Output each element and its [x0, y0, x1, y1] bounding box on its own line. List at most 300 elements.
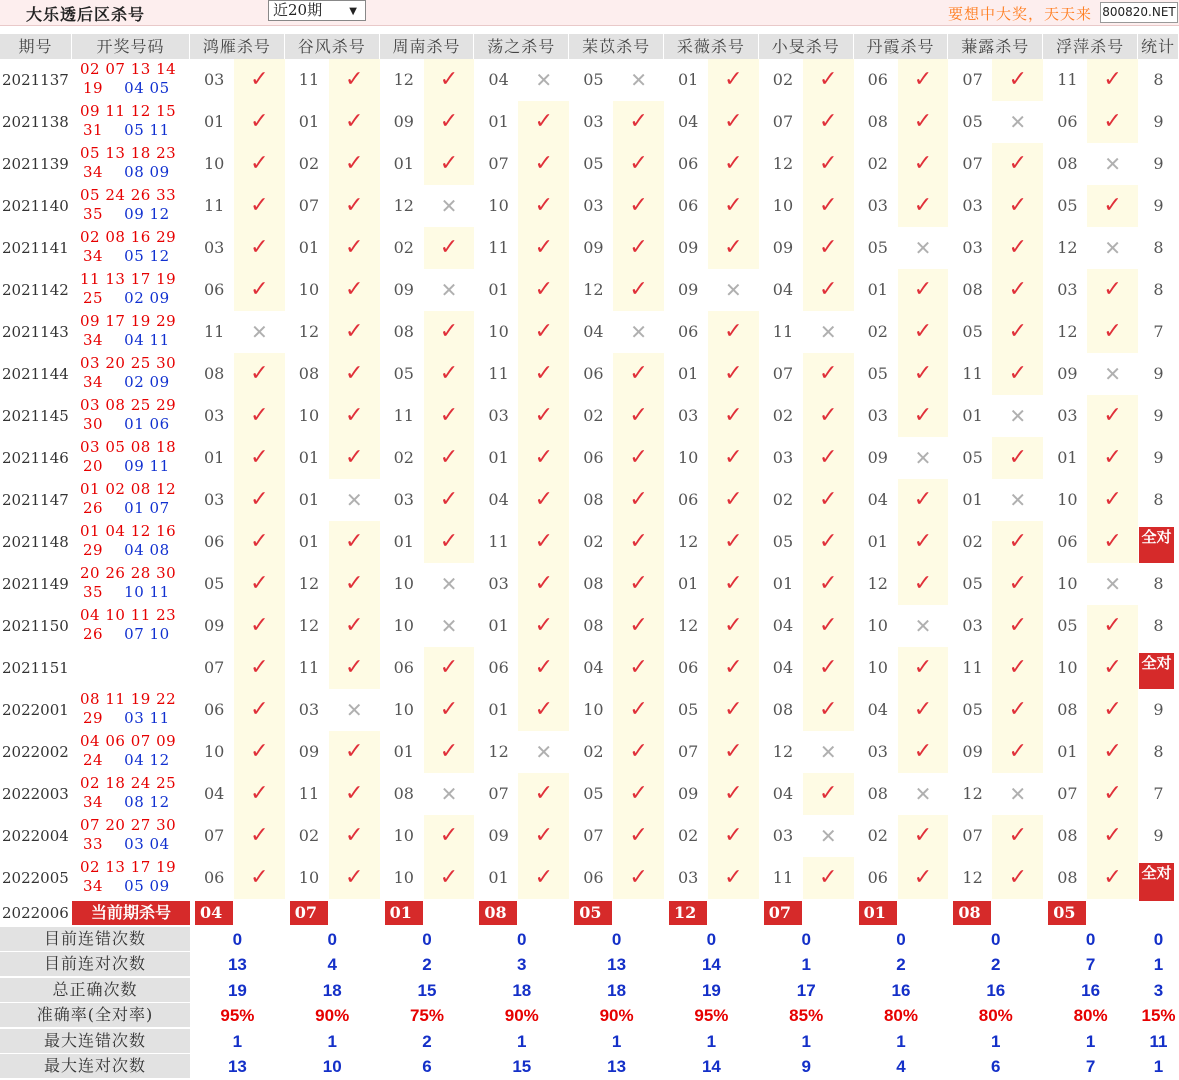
- back-zone-numbers: 03 11: [124, 709, 170, 727]
- kill-number: 03: [948, 185, 992, 227]
- kill-number: 10: [380, 605, 424, 647]
- check-icon: ✓: [992, 437, 1043, 479]
- col-header-expert[interactable]: 荡之杀号: [474, 34, 569, 59]
- table-row: [0, 647, 1179, 689]
- kill-number: 04: [474, 479, 518, 521]
- front-zone-numbers: 03 05 08 18: [80, 438, 177, 456]
- spacer: [103, 499, 124, 517]
- check-icon: ✓: [898, 269, 949, 311]
- spacer: [103, 583, 124, 601]
- table-row: [0, 311, 1179, 353]
- draw-numbers: [72, 689, 190, 731]
- check-icon: ✓: [234, 857, 285, 899]
- kill-number: 07: [569, 815, 613, 857]
- check-icon: ✓: [992, 227, 1043, 269]
- draw-numbers: [72, 227, 190, 269]
- check-icon: ✓: [992, 605, 1043, 647]
- row-stat: 8: [1138, 605, 1179, 647]
- check-icon: ✓: [708, 353, 759, 395]
- table-row: [0, 815, 1179, 857]
- check-icon: ✓: [518, 815, 569, 857]
- col-header-expert[interactable]: 浮萍杀号: [1043, 34, 1138, 59]
- kill-number: 01: [664, 59, 708, 101]
- kill-number: 01: [190, 437, 234, 479]
- front-zone-last-number: 30: [83, 415, 104, 433]
- check-icon: ✓: [613, 269, 664, 311]
- kill-number: 11: [759, 857, 803, 899]
- check-icon: ✓: [708, 521, 759, 563]
- col-header-expert[interactable]: 蒹露杀号: [948, 34, 1043, 59]
- site-badge[interactable]: 800820.NET: [1100, 2, 1178, 23]
- check-icon: ✓: [329, 437, 380, 479]
- kill-number: 05: [569, 143, 613, 185]
- draw-numbers: [72, 563, 190, 605]
- kill-number: 08: [948, 269, 992, 311]
- check-icon: ✓: [992, 311, 1043, 353]
- check-icon: ✓: [803, 101, 854, 143]
- check-icon: ✓: [518, 605, 569, 647]
- col-header-expert[interactable]: 采薇杀号: [664, 34, 759, 59]
- draw-numbers: [72, 311, 190, 353]
- kill-number: 04: [854, 479, 898, 521]
- spacer: [103, 205, 124, 223]
- check-icon: ✓: [424, 521, 475, 563]
- kill-number: 01: [474, 437, 518, 479]
- check-icon: ✓: [234, 563, 285, 605]
- kill-number: 02: [569, 395, 613, 437]
- kill-number: 08: [569, 479, 613, 521]
- kill-number: 06: [664, 311, 708, 353]
- cross-icon: ✕: [613, 59, 664, 101]
- all-correct-badge: 全对: [1139, 527, 1174, 565]
- check-icon: ✓: [803, 857, 854, 899]
- draw-second-line: [72, 416, 193, 433]
- check-icon: ✓: [803, 647, 854, 689]
- issue-number: 2021140: [0, 185, 72, 227]
- kill-number: 09: [380, 269, 424, 311]
- summary-value: 1: [232, 1031, 243, 1051]
- check-icon: ✓: [329, 857, 380, 899]
- kill-number: 11: [190, 311, 234, 353]
- check-icon: ✓: [518, 857, 569, 899]
- table-row: [0, 143, 1179, 185]
- kill-number: 01: [285, 437, 329, 479]
- row-stat: 8: [1138, 269, 1179, 311]
- page-title: 大乐透后区杀号: [26, 5, 146, 24]
- check-icon: ✓: [518, 521, 569, 563]
- kill-number: 06: [380, 647, 424, 689]
- current-kill-number: 08: [953, 901, 991, 925]
- front-zone-last-number: 34: [83, 247, 104, 265]
- slogan-text: 要想中大奖，天天来: [948, 5, 1093, 23]
- cross-icon: ✕: [329, 479, 380, 521]
- kill-number: 10: [380, 857, 424, 899]
- summary-value: 4: [896, 1057, 906, 1076]
- kill-number: 12: [1043, 227, 1087, 269]
- kill-number: 03: [948, 605, 992, 647]
- kill-number: 08: [854, 773, 898, 815]
- kill-number: 09: [474, 815, 518, 857]
- summary-row: [0, 927, 1179, 952]
- kill-number: 05: [948, 437, 992, 479]
- check-icon: ✓: [708, 563, 759, 605]
- check-icon: ✓: [1087, 479, 1138, 521]
- check-icon: ✓: [898, 59, 949, 101]
- summary-value: 17: [796, 980, 816, 1000]
- kill-number: 07: [285, 185, 329, 227]
- draw-front-line: [72, 859, 190, 876]
- summary-value: 0: [1085, 930, 1096, 949]
- kill-number: 11: [948, 353, 992, 395]
- kill-number: 12: [854, 563, 898, 605]
- kill-number: 03: [759, 437, 803, 479]
- kill-number: 05: [948, 563, 992, 605]
- kill-number: 04: [569, 647, 613, 689]
- summary-value: 2: [422, 955, 432, 975]
- kill-number: 08: [1043, 143, 1087, 185]
- draw-numbers: [72, 269, 190, 311]
- kill-number: 02: [759, 59, 803, 101]
- cross-icon: ✕: [992, 395, 1043, 437]
- check-icon: ✓: [708, 815, 759, 857]
- col-header-expert[interactable]: 苿苡杀号: [569, 34, 664, 59]
- kill-number: 02: [569, 521, 613, 563]
- kill-number: 07: [190, 815, 234, 857]
- kill-number: 12: [759, 143, 803, 185]
- kill-number: 06: [664, 185, 708, 227]
- check-icon: ✓: [518, 353, 569, 395]
- check-icon: ✓: [613, 395, 664, 437]
- kill-number: 05: [948, 689, 992, 731]
- check-icon: ✓: [992, 647, 1043, 689]
- issue-number: 2021145: [0, 395, 72, 437]
- back-zone-numbers: 05 12: [124, 247, 170, 265]
- draw-second-line: [72, 878, 193, 895]
- summary-value: 80%: [1073, 1006, 1108, 1026]
- kill-number: 11: [190, 185, 234, 227]
- kill-number: 08: [380, 311, 424, 353]
- cross-icon: ✕: [803, 311, 854, 353]
- kill-number: 08: [380, 773, 424, 815]
- summary-label: 最大连错次数: [0, 1029, 190, 1053]
- back-zone-numbers: 04 11: [124, 331, 170, 349]
- draw-numbers: [72, 647, 190, 689]
- check-icon: ✓: [518, 311, 569, 353]
- summary-label: 目前连对次数: [0, 952, 190, 976]
- kill-number: 01: [474, 101, 518, 143]
- table-row: [0, 773, 1179, 815]
- kill-number: 03: [664, 395, 708, 437]
- kill-number: 08: [759, 689, 803, 731]
- check-icon: ✓: [613, 143, 664, 185]
- kill-number: 10: [380, 815, 424, 857]
- check-icon: ✓: [803, 185, 854, 227]
- row-stat: [1138, 857, 1179, 899]
- kill-number: 01: [474, 689, 518, 731]
- check-icon: ✓: [803, 227, 854, 269]
- front-zone-last-number: 35: [83, 205, 104, 223]
- summary-value: 90%: [315, 1006, 350, 1026]
- check-icon: ✓: [708, 647, 759, 689]
- check-icon: ✓: [234, 59, 285, 101]
- check-icon: ✓: [803, 563, 854, 605]
- row-stat: 9: [1138, 437, 1179, 479]
- draw-front-line: [72, 271, 190, 288]
- current-kill-number: 07: [290, 901, 328, 925]
- draw-front-line: [72, 481, 190, 498]
- kill-number: 03: [190, 59, 234, 101]
- summary-value: 4: [327, 955, 337, 975]
- check-icon: ✓: [424, 311, 475, 353]
- col-header-expert[interactable]: 鸿雁杀号: [190, 34, 285, 59]
- check-icon: ✓: [613, 563, 664, 605]
- check-icon: ✓: [708, 395, 759, 437]
- spacer: [83, 667, 104, 685]
- kill-number: 03: [854, 731, 898, 773]
- summary-label: 最大连对次数: [0, 1054, 190, 1078]
- kill-number: 12: [948, 857, 992, 899]
- cross-icon: ✕: [424, 269, 475, 311]
- check-icon: ✓: [992, 59, 1043, 101]
- summary-value: 13: [227, 955, 247, 975]
- kill-number: 06: [1043, 101, 1087, 143]
- issue-number: 2021148: [0, 521, 72, 563]
- current-issue-number: 2022006: [0, 901, 72, 925]
- cross-icon: ✕: [803, 815, 854, 857]
- check-icon: ✓: [613, 773, 664, 815]
- cross-icon: ✕: [424, 773, 475, 815]
- draw-second-line: [72, 710, 193, 727]
- back-zone-numbers: 09 12: [124, 205, 170, 223]
- draw-front-line: [72, 565, 190, 582]
- chevron-down-icon: ▼: [349, 6, 357, 17]
- kill-number: 12: [285, 605, 329, 647]
- current-period-row: [0, 901, 1179, 925]
- current-kill-number: 08: [479, 901, 517, 925]
- check-icon: ✓: [708, 773, 759, 815]
- kill-number: 06: [190, 521, 234, 563]
- check-icon: ✓: [803, 773, 854, 815]
- check-icon: ✓: [234, 269, 285, 311]
- front-zone-numbers: 01 04 12 16: [80, 522, 177, 540]
- draw-numbers: [72, 143, 190, 185]
- check-icon: ✓: [613, 479, 664, 521]
- check-icon: ✓: [708, 731, 759, 773]
- table-row: [0, 395, 1179, 437]
- check-icon: ✓: [518, 395, 569, 437]
- front-zone-numbers: 01 02 08 12: [80, 480, 177, 498]
- summary-value: 0: [896, 930, 906, 949]
- cross-icon: ✕: [1087, 563, 1138, 605]
- summary-value: 0: [801, 930, 811, 949]
- front-zone-numbers: 03 08 25 29: [80, 396, 177, 414]
- summary-value: 0: [991, 930, 1001, 949]
- check-icon: ✓: [898, 521, 949, 563]
- kill-number: 04: [759, 773, 803, 815]
- kill-number: 02: [948, 521, 992, 563]
- kill-number: 03: [569, 101, 613, 143]
- kill-number: 05: [854, 353, 898, 395]
- check-icon: ✓: [708, 857, 759, 899]
- col-header-expert[interactable]: 周南杀号: [380, 34, 475, 59]
- check-icon: ✓: [803, 395, 854, 437]
- front-zone-last-number: 34: [83, 331, 104, 349]
- spacer: [103, 415, 124, 433]
- table-row: [0, 101, 1179, 143]
- kill-number: 02: [664, 815, 708, 857]
- front-zone-last-number: 33: [83, 835, 104, 853]
- spacer: [103, 331, 124, 349]
- cross-icon: ✕: [329, 689, 380, 731]
- check-icon: ✓: [518, 647, 569, 689]
- issue-number: 2021146: [0, 437, 72, 479]
- check-icon: ✓: [613, 815, 664, 857]
- current-kill-number: 05: [1048, 901, 1086, 925]
- check-icon: ✓: [613, 605, 664, 647]
- row-stat: 7: [1138, 311, 1179, 353]
- current-kill-number: 07: [764, 901, 802, 925]
- check-icon: ✓: [1087, 815, 1138, 857]
- back-zone-numbers: 09 11: [124, 457, 170, 475]
- cross-icon: ✕: [898, 773, 949, 815]
- check-icon: ✓: [1087, 521, 1138, 563]
- spacer: [103, 541, 124, 559]
- check-icon: ✓: [613, 647, 664, 689]
- spacer: [103, 793, 124, 811]
- check-icon: ✓: [518, 479, 569, 521]
- table-row: [0, 479, 1179, 521]
- draw-second-line: [72, 626, 193, 643]
- kill-number: 09: [664, 773, 708, 815]
- kill-number: 01: [285, 521, 329, 563]
- kill-number: 10: [474, 185, 518, 227]
- kill-number: 11: [948, 647, 992, 689]
- check-icon: ✓: [424, 353, 475, 395]
- issue-number: 2021138: [0, 101, 72, 143]
- col-header-expert[interactable]: 小旻杀号: [759, 34, 854, 59]
- col-header-expert[interactable]: 丹霞杀号: [854, 34, 949, 59]
- summary-value: 1: [896, 1031, 906, 1051]
- kill-number: 02: [759, 479, 803, 521]
- back-zone-numbers: 02 09: [124, 289, 170, 307]
- kill-number: 12: [1043, 311, 1087, 353]
- summary-label: 总正确次数: [0, 978, 190, 1002]
- summary-value: 15: [512, 1057, 532, 1076]
- front-zone-last-number: 31: [83, 121, 104, 139]
- kill-number: 02: [759, 395, 803, 437]
- kill-number: 11: [474, 521, 518, 563]
- col-header-expert[interactable]: 谷风杀号: [285, 34, 380, 59]
- issue-number: 2022005: [0, 857, 72, 899]
- table-row: [0, 185, 1179, 227]
- check-icon: ✓: [898, 395, 949, 437]
- check-icon: ✓: [898, 185, 949, 227]
- check-icon: ✓: [424, 857, 475, 899]
- check-icon: ✓: [992, 689, 1043, 731]
- kill-number: 01: [285, 227, 329, 269]
- draw-front-line: [72, 187, 190, 204]
- cross-icon: ✕: [992, 101, 1043, 143]
- check-icon: ✓: [898, 479, 949, 521]
- kill-number: 07: [759, 101, 803, 143]
- check-icon: ✓: [708, 101, 759, 143]
- col-header-issue: 期号: [0, 34, 72, 59]
- back-zone-numbers: 05 11: [124, 121, 170, 139]
- summary-row: [0, 1054, 1179, 1079]
- summary-value: 1: [327, 1031, 337, 1051]
- check-icon: ✓: [1087, 101, 1138, 143]
- check-icon: ✓: [803, 59, 854, 101]
- draw-numbers: [72, 437, 190, 479]
- kill-number: 07: [190, 647, 234, 689]
- row-stat: 9: [1138, 185, 1179, 227]
- kill-number: 10: [285, 269, 329, 311]
- check-icon: ✓: [898, 815, 949, 857]
- front-zone-last-number: 24: [83, 751, 104, 769]
- kill-number: 07: [1043, 773, 1087, 815]
- table-row: [0, 59, 1179, 101]
- draw-numbers: [72, 101, 190, 143]
- kill-number: 06: [190, 857, 234, 899]
- check-icon: ✓: [424, 395, 475, 437]
- spacer: [103, 289, 124, 307]
- check-icon: ✓: [992, 521, 1043, 563]
- summary-value: 15%: [1141, 1006, 1176, 1026]
- period-select[interactable]: [268, 0, 366, 21]
- summary-value: 16: [1081, 980, 1101, 1000]
- draw-front-line: [72, 61, 190, 78]
- check-icon: ✓: [424, 227, 475, 269]
- summary-value: 7: [1085, 955, 1096, 975]
- spacer: [103, 247, 124, 265]
- kill-number: 03: [190, 395, 234, 437]
- kill-number: 12: [759, 731, 803, 773]
- kill-number: 09: [664, 269, 708, 311]
- draw-numbers: [72, 773, 190, 815]
- summary-value: 2: [991, 955, 1001, 975]
- front-zone-last-number: 26: [83, 499, 104, 517]
- check-icon: ✓: [329, 311, 380, 353]
- check-icon: ✓: [329, 773, 380, 815]
- summary-value: 0: [706, 930, 717, 949]
- check-icon: ✓: [234, 395, 285, 437]
- check-icon: ✓: [234, 143, 285, 185]
- spacer: [103, 373, 124, 391]
- check-icon: ✓: [329, 59, 380, 101]
- kill-number: 01: [1043, 437, 1087, 479]
- check-icon: ✓: [424, 731, 475, 773]
- kill-number: 01: [948, 479, 992, 521]
- kill-number: 06: [664, 479, 708, 521]
- check-icon: ✓: [803, 479, 854, 521]
- kill-number: 11: [474, 353, 518, 395]
- check-icon: ✓: [234, 521, 285, 563]
- kill-number: 05: [1043, 605, 1087, 647]
- draw-numbers: [72, 605, 190, 647]
- kill-number: 02: [380, 227, 424, 269]
- draw-front-line: [72, 523, 190, 540]
- check-icon: ✓: [329, 185, 380, 227]
- front-zone-numbers: 08 11 19 22: [80, 690, 177, 708]
- front-zone-numbers: 05 24 26 33: [80, 186, 177, 204]
- check-icon: ✓: [329, 605, 380, 647]
- front-zone-numbers: 03 20 25 30: [80, 354, 177, 372]
- issue-number: 2021139: [0, 143, 72, 185]
- summary-value: 2: [422, 1031, 432, 1051]
- front-zone-numbers: 20 26 28 30: [80, 564, 177, 582]
- check-icon: ✓: [424, 815, 475, 857]
- summary-value: 9: [801, 1057, 811, 1076]
